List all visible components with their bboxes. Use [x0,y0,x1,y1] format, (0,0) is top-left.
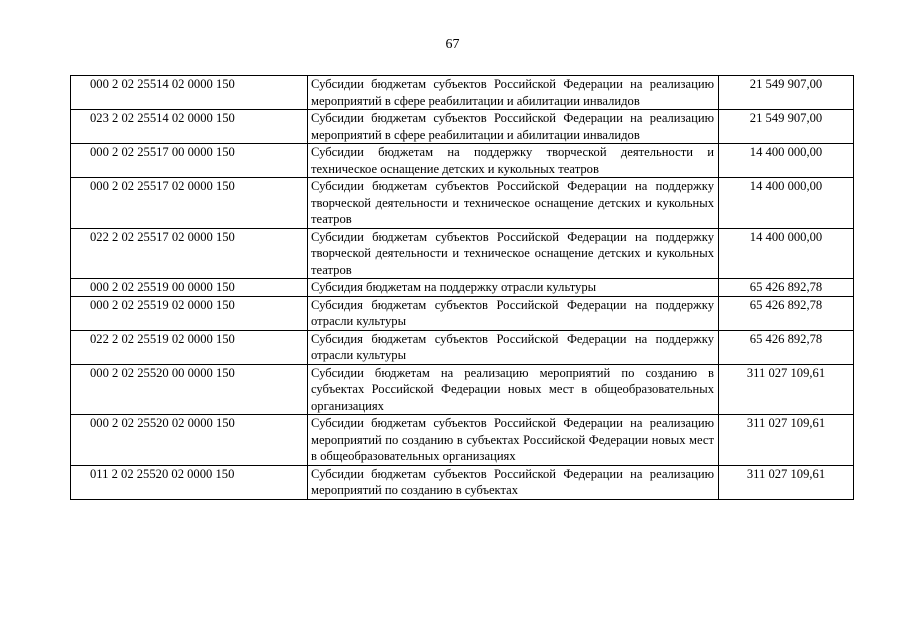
budget-table-body [71,76,854,500]
classification-code: 022 2 02 25519 02 0000 150 [71,330,308,364]
income-description: Субсидии бюджетам субъектов Российской Федерации на реализацию мероприятий в сфере реабилитации и абилитации инвалидов [308,76,719,110]
classification-code: 000 2 02 25520 00 0000 150 [71,364,308,415]
amount-value: 65 426 892,78 [719,279,854,297]
amount-value: 65 426 892,78 [719,330,854,364]
amount-value: 21 549 907,00 [719,76,854,110]
page-number: 67 [445,37,460,52]
income-description: Субсидии бюджетам субъектов Российской Федерации на реализацию мероприятий по созданию в субъектах [308,465,719,499]
amount-value: 14 400 000,00 [719,228,854,279]
classification-code: 000 2 02 25519 02 0000 150 [71,296,308,330]
income-description: Субсидии бюджетам на реализацию мероприятий по созданию в субъектах Российской Федерации новых мест в общеобразовательных организациях [308,364,719,415]
classification-code: 011 2 02 25520 02 0000 150 [71,465,308,499]
amount-value: 14 400 000,00 [719,178,854,229]
classification-code: 000 2 02 25517 00 0000 150 [71,144,308,178]
income-description: Субсидия бюджетам на поддержку отрасли культуры [308,279,719,297]
classification-code: 000 2 02 25514 02 0000 150 [71,76,308,110]
income-description: Субсидии бюджетам на поддержку творческой деятельности и техническое оснащение детских и кукольных театров [308,144,719,178]
table-row [71,279,854,297]
table-row [71,110,854,144]
income-description: Субсидии бюджетам субъектов Российской Федерации на реализацию мероприятий в сфере реабилитации и абилитации инвалидов [308,110,719,144]
table-row [71,144,854,178]
table-row [71,178,854,229]
classification-code: 000 2 02 25519 00 0000 150 [71,279,308,297]
income-description: Субсидия бюджетам субъектов Российской Федерации на поддержку отрасли культуры [308,296,719,330]
classification-code: 000 2 02 25520 02 0000 150 [71,415,308,466]
amount-value: 311 027 109,61 [719,364,854,415]
budget-table [70,75,854,500]
amount-value: 65 426 892,78 [719,296,854,330]
classification-code: 000 2 02 25517 02 0000 150 [71,178,308,229]
amount-value: 21 549 907,00 [719,110,854,144]
classification-code: 022 2 02 25517 02 0000 150 [71,228,308,279]
income-description: Субсидия бюджетам субъектов Российской Федерации на поддержку отрасли культуры [308,330,719,364]
table-row [71,330,854,364]
amount-value: 311 027 109,61 [719,415,854,466]
table-row [71,364,854,415]
table-row [71,465,854,499]
amount-value: 14 400 000,00 [719,144,854,178]
table-row [71,296,854,330]
table-row [71,76,854,110]
amount-value: 311 027 109,61 [719,465,854,499]
income-description: Субсидии бюджетам субъектов Российской Федерации на реализацию мероприятий по созданию в субъектах Российской Федерации новых мест в общеобразовательных организациях [308,415,719,466]
income-description: Субсидии бюджетам субъектов Российской Федерации на поддержку творческой деятельности и техническое оснащение детских и кукольных театров [308,178,719,229]
table-row [71,228,854,279]
classification-code: 023 2 02 25514 02 0000 150 [71,110,308,144]
table-row [71,415,854,466]
income-description: Субсидии бюджетам субъектов Российской Федерации на поддержку творческой деятельности и техническое оснащение детских и кукольных театров [308,228,719,279]
